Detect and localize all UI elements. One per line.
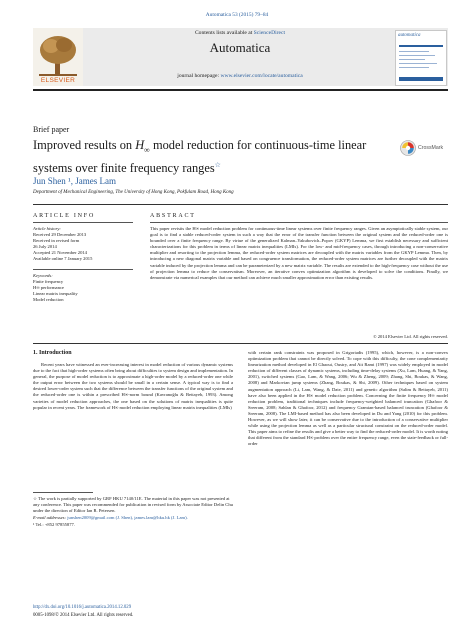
- title-part-2: model reduction for continuous-time linear systems over finite frequency ranges: [33, 138, 367, 176]
- body-column-right: with certain rank constraints was proposed in Grigoriadis (1995), which, however, is a non-convex optimization problem that cannot be directly solved. To cope with this difficulty, the cone complementarity linearization method developed in El Ghaoui, Oustry, and Ait Rami (1997) was widely employed in model reduction of different classes of dynamic systems, including time-delay systems (Xu, Lam, Huang, & Yang, 2001), switched systems (Gao, Lam, & Wang, 2006; Wu & Zheng, 2009; Zhang, Shi, Boukas, & Wang, 2008) and Markovian jump systems (Zhang, Boukas, & Shi, 2009). Other techniques based on system augmentation approach (Li, Lam, Wang, & Date, 2011) and genetic algorithm (Salim & Bettayeb, 2011) have also been applied in the H∞ model reduction problem. Concerning the finite frequency H∞ model reduction problem, traditional techniques include frequency-weighted balanced truncation (Ghafoor & Sreeram, 2008; Sahlan & Ghafoor, 2012) and frequency Gramian-based balanced truncation (Ghafoor & Sreeram, 2008). The LMI-based method has also been developed in Du and Yang (2010) for this problem. However, as we will show later, it can be conservative due to the introduction of a conservative multiplier while using the projection lemma as well as a particular structural constraint on the reduced-order model. This paper aims to refine the results and give a better way to find the reduced-order model. It is worth noting that different from the standard H∞ problem over the entire frequency range, even the state-feedback or full-order: [248, 350, 448, 447]
- contents-prefix: Contents lists available at: [194, 30, 254, 36]
- article-info-divider: [33, 222, 133, 223]
- crossmark-icon: [400, 140, 416, 156]
- section-divider-top: [33, 204, 448, 205]
- keywords-list: [33, 273, 133, 303]
- history-entry: 26 July 2014: [33, 244, 57, 250]
- contents-line: [100, 30, 380, 36]
- homepage-prefix: journal homepage:: [177, 73, 221, 79]
- cover-art-icon: [396, 31, 446, 85]
- footnote-funding: ☆ The work is partially supported by GRF HKU 7140/11E. The material in this paper was not presented at any conference. This paper was recommended for publication in revised form by Associate Editor Delin Chu under the direction of Editor Ian R. Petersen.: [33, 496, 233, 514]
- email-links[interactable]: junshen2009@gmail.com (J. Shen), james.lam@hku.hk (J. Lam).: [67, 515, 188, 521]
- journal-reference[interactable]: Automatica 53 (2015) 79–84: [205, 12, 269, 18]
- history-entry: Received in revised form: [33, 238, 80, 244]
- title-part-1: Improved results on: [33, 138, 136, 152]
- publisher-name: ELSEVIER: [40, 77, 76, 84]
- history-label: Article history:: [33, 226, 61, 231]
- journal-title: Automatica: [209, 40, 271, 55]
- keyword-item: Finite frequency: [33, 279, 64, 285]
- abstract-divider: [150, 222, 448, 223]
- sciencedirect-link[interactable]: ScienceDirect: [253, 30, 286, 36]
- keywords-divider: [33, 269, 133, 270]
- history-entry: Accepted 21 November 2014: [33, 250, 87, 256]
- body-column-left: Recent years have witnessed an ever-increasing interest in model reduction of various dynamic systems due to the fact that high-order systems often bring about difficulties to system design and implementation. In general, the purpose of model reduction is to approximate a high-order model by a reduced-order one while the output error between the two systems should be small in a certain sense. A typical way is to find a desired lower-order system such that the difference between the transfer functions of the original system and the reduced-order one is within a prescribed H∞-norm bound (Kavranoğlu & Bettayeb, 1993). Among varieties of model reduction approaches, the one based on the solutions of matrix inequalities is quite popular in recent years. The framework of H∞ model reduction employing linear matrix inequalities (LMIs): [33, 362, 233, 410]
- keywords-label: Keywords:: [33, 273, 53, 278]
- section-divider-bottom: [33, 343, 448, 344]
- abstract-heading: ABSTRACT: [150, 213, 196, 219]
- keyword-item: Linear matrix inequality: [33, 291, 78, 297]
- abstract-copyright: © 2014 Elsevier Ltd. All rights reserved.: [373, 334, 448, 339]
- abstract-text: This paper revisits the H∞ model reduction problem for continuous-time linear systems over finite frequency ranges. Given an asymptotically stable system, our goal is to find a stable reduced-order system in such a way that the error of the transfer function between the original system and the reduced-order one is bounded over a finite frequency range. By virtue of the generalized Kalman–Yakubovich–Popov (GKYP) Lemma, we first establish necessary and sufficient characterizations for this problem in terms of linear matrix inequalities (LMIs). For the low- and mid-frequency cases, through introducing a non-conservative multiplier and resorting to the projection lemma, the reduced-order system matrices are decoupled with the matrix variables from the GKYP Lemma. Then, by introducing a new diagonal matrix variable and based on congruence transformation, the reduced-order system matrices are further decoupled with the matrix variable induced by the projection lemma and can be parameterized by a new matrix variable. The results are extended to the high-frequency case without the use of projection lemma to reduce the conservatism. Moreover, an iterative convex optimization algorithm is developed to solve the conditions. Finally, we demonstrate via numerical examples that our method can achieve much smaller approximation error than existing results.: [150, 226, 448, 280]
- header-divider: [33, 89, 448, 91]
- footnote-divider: [33, 492, 93, 493]
- homepage-link[interactable]: www.elsevier.com/locate/automatica: [220, 73, 303, 79]
- title-symbol: H: [135, 138, 145, 152]
- crossmark-badge[interactable]: [400, 140, 450, 156]
- author-list[interactable]: Jun Shen ¹, James Lam: [33, 176, 116, 186]
- cover-title: automatica: [398, 33, 421, 38]
- doi-link[interactable]: http://dx.doi.org/10.1016/j.automatica.2014.12.029: [33, 605, 132, 610]
- issn-line: 0005-1098/© 2014 Elsevier Ltd. All rights reserved.: [33, 613, 134, 618]
- article-info-heading: ARTICLE INFO: [33, 213, 96, 219]
- footnote-telephone: ¹ Tel.: +852 97855877.: [33, 522, 75, 528]
- keyword-item: Model reduction: [33, 297, 64, 303]
- author-affiliation: Department of Mechanical Engineering, The University of Hong Kong, Pokfulam Road, Hong Kong: [33, 190, 234, 195]
- title-footnote-mark[interactable]: ☆: [214, 160, 221, 169]
- paper-title: [33, 138, 393, 176]
- journal-homepage-line: [100, 73, 380, 79]
- title-symbol-sub: ∞: [144, 145, 150, 155]
- history-entry: Available online 7 January 2015: [33, 256, 93, 262]
- paper-type: Brief paper: [33, 125, 70, 134]
- article-history: [33, 226, 133, 263]
- history-entry: Received 29 December 2013: [33, 232, 87, 238]
- crossmark-label: CrossMark: [418, 145, 444, 151]
- journal-cover-thumbnail: [395, 30, 447, 86]
- footnote-emails: [33, 515, 233, 521]
- keyword-item: H∞ performance: [33, 285, 64, 291]
- footnotes: [33, 496, 233, 528]
- section-heading-introduction: 1. Introduction: [33, 350, 72, 356]
- emails-label: E-mail addresses:: [33, 515, 68, 521]
